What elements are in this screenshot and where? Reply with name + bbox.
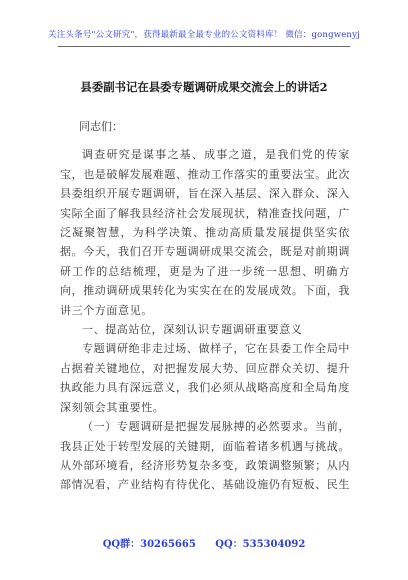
subsection-paragraph: （一）专题调研是把握发展脉搏的必然要求。当前，我县正处于转型发展的关键期，面临着诸多机遇与挑战。从外部环境看，经济形势复杂多变，政策调整频繁；从内部情况看，产业结构有待优化、基础设施仍有短板、民生	[60, 420, 350, 492]
section-paragraph: 专题调研绝非走过场、做样子，它在县委工作全局中占据着关键地位，对把握发展大势、回应群众关切、提升执政能力具有深远意义，我们必须从战略高度和全局角度深刻领会其重要性。	[60, 342, 350, 414]
salutation: 同志们：	[79, 120, 123, 133]
document-body	[60, 117, 350, 495]
footer-qq-number: QQ：535304092	[215, 539, 306, 550]
footer-contact	[0, 535, 408, 550]
header-banner: 关注头条号"公文研究"，获得最新最全最专业的公文资料库！ 微信：gongwenyj	[48, 30, 360, 40]
intro-paragraph: 调查研究是谋事之基、成事之道，是我们党的传家宝，也是破解发展难题、推动工作落实的重要法宝。此次县委组织开展专题调研，旨在深入基层、深入群众、深入实际全面了解我县经济社会发展现状，精准查找问题，广泛凝聚智慧，为科学决策、推动高质量发展提供坚实依据。今天，我们召开专题调研成果交流会，既是对前期调研工作的总结梳理，更是为了进一步统一思想、明确方向，推动调研成果转化为实实在在的发展成效。下面，我讲三个方面意见。	[60, 148, 350, 317]
footer-qq-group: QQ群：30265665	[102, 539, 196, 550]
header-divider	[58, 46, 350, 47]
section-heading: 一、提高站位，深刻认识专题调研重要意义	[82, 323, 303, 337]
document-title: 县委副书记在县委专题调研成果交流会上的讲话2	[80, 80, 328, 94]
